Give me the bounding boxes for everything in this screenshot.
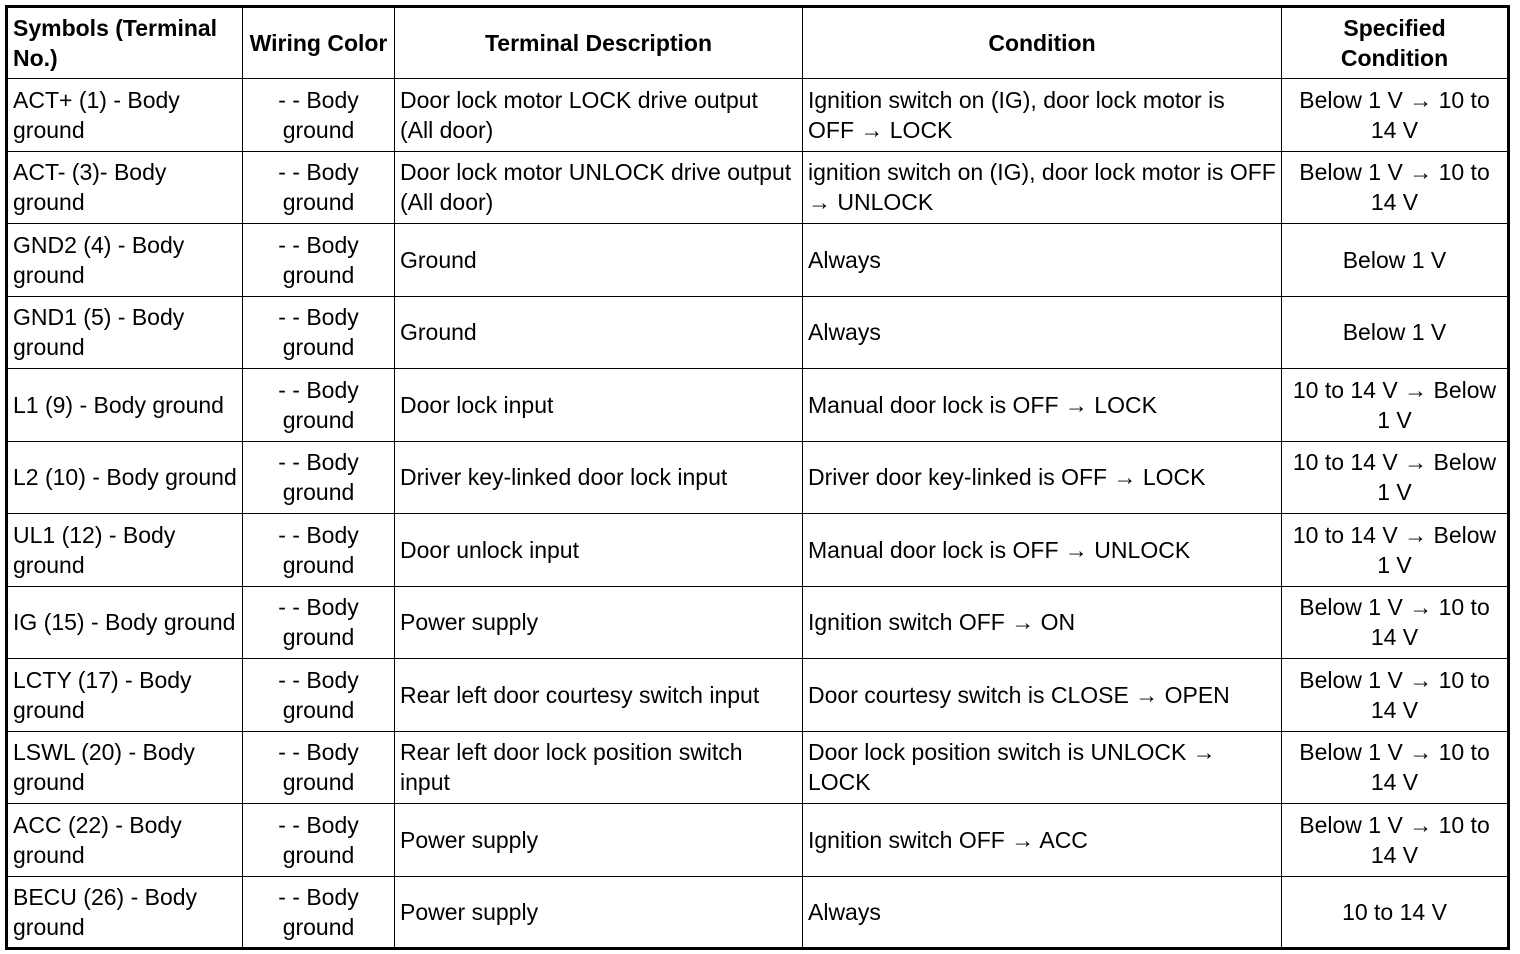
specified-condition-cell: Below 1 V → 10 to 14 V bbox=[1282, 659, 1509, 732]
condition-cell: Door lock position switch is UNLOCK → LOCK bbox=[803, 731, 1282, 804]
symbol-cell: ACC (22) - Body ground bbox=[7, 804, 243, 877]
table-row bbox=[7, 441, 1509, 514]
symbol-cell: GND1 (5) - Body ground bbox=[7, 296, 243, 369]
wiring-color-cell: - - Body ground bbox=[243, 151, 395, 224]
wiring-color-cell: - - Body ground bbox=[243, 514, 395, 587]
symbol-cell: L1 (9) - Body ground bbox=[7, 369, 243, 442]
terminal-description-cell: Rear left door lock position switch input bbox=[395, 731, 803, 804]
table-row bbox=[7, 586, 1509, 659]
wiring-color-cell: - - Body ground bbox=[243, 659, 395, 732]
symbol-cell: ACT+ (1) - Body ground bbox=[7, 79, 243, 152]
condition-cell: Driver door key-linked is OFF → LOCK bbox=[803, 441, 1282, 514]
condition-cell: Manual door lock is OFF → LOCK bbox=[803, 369, 1282, 442]
terminal-description-cell: Power supply bbox=[395, 804, 803, 877]
condition-cell: Always bbox=[803, 224, 1282, 297]
symbol-cell: IG (15) - Body ground bbox=[7, 586, 243, 659]
header-symbols: Symbols (Terminal No.) bbox=[7, 7, 243, 79]
table-row bbox=[7, 876, 1509, 949]
table-row bbox=[7, 224, 1509, 297]
condition-cell: Always bbox=[803, 296, 1282, 369]
specified-condition-cell: 10 to 14 V → Below 1 V bbox=[1282, 441, 1509, 514]
wiring-color-cell: - - Body ground bbox=[243, 731, 395, 804]
condition-cell: Manual door lock is OFF → UNLOCK bbox=[803, 514, 1282, 587]
specified-condition-cell: Below 1 V bbox=[1282, 296, 1509, 369]
wiring-color-cell: - - Body ground bbox=[243, 79, 395, 152]
header-row bbox=[7, 7, 1509, 79]
wiring-color-cell: - - Body ground bbox=[243, 441, 395, 514]
symbol-cell: LCTY (17) - Body ground bbox=[7, 659, 243, 732]
terminal-description-cell: Door lock input bbox=[395, 369, 803, 442]
terminal-description-cell: Power supply bbox=[395, 876, 803, 949]
header-condition: Condition bbox=[803, 7, 1282, 79]
terminal-description-cell: Door lock motor UNLOCK drive output (All door) bbox=[395, 151, 803, 224]
wiring-color-cell: - - Body ground bbox=[243, 804, 395, 877]
condition-cell: Ignition switch on (IG), door lock motor is OFF → LOCK bbox=[803, 79, 1282, 152]
symbol-cell: LSWL (20) - Body ground bbox=[7, 731, 243, 804]
table-row bbox=[7, 731, 1509, 804]
condition-cell: Door courtesy switch is CLOSE → OPEN bbox=[803, 659, 1282, 732]
wiring-color-cell: - - Body ground bbox=[243, 586, 395, 659]
table-row bbox=[7, 659, 1509, 732]
symbol-cell: L2 (10) - Body ground bbox=[7, 441, 243, 514]
specified-condition-cell: 10 to 14 V → Below 1 V bbox=[1282, 369, 1509, 442]
symbol-cell: BECU (26) - Body ground bbox=[7, 876, 243, 949]
table-row bbox=[7, 296, 1509, 369]
terminal-spec-table bbox=[5, 5, 1510, 950]
condition-cell: ignition switch on (IG), door lock motor is OFF → UNLOCK bbox=[803, 151, 1282, 224]
table-body bbox=[7, 79, 1509, 949]
terminal-description-cell: Door lock motor LOCK drive output (All door) bbox=[395, 79, 803, 152]
specified-condition-cell: Below 1 V → 10 to 14 V bbox=[1282, 79, 1509, 152]
symbol-cell: UL1 (12) - Body ground bbox=[7, 514, 243, 587]
wiring-color-cell: - - Body ground bbox=[243, 876, 395, 949]
wiring-color-cell: - - Body ground bbox=[243, 296, 395, 369]
wiring-color-cell: - - Body ground bbox=[243, 369, 395, 442]
specified-condition-cell: Below 1 V → 10 to 14 V bbox=[1282, 151, 1509, 224]
table-row bbox=[7, 369, 1509, 442]
specified-condition-cell: Below 1 V → 10 to 14 V bbox=[1282, 731, 1509, 804]
specified-condition-cell: 10 to 14 V bbox=[1282, 876, 1509, 949]
specified-condition-cell: Below 1 V bbox=[1282, 224, 1509, 297]
specified-condition-cell: 10 to 14 V → Below 1 V bbox=[1282, 514, 1509, 587]
condition-cell: Ignition switch OFF → ACC bbox=[803, 804, 1282, 877]
terminal-description-cell: Power supply bbox=[395, 586, 803, 659]
terminal-description-cell: Driver key-linked door lock input bbox=[395, 441, 803, 514]
symbol-cell: GND2 (4) - Body ground bbox=[7, 224, 243, 297]
terminal-description-cell: Ground bbox=[395, 224, 803, 297]
specified-condition-cell: Below 1 V → 10 to 14 V bbox=[1282, 586, 1509, 659]
table-row bbox=[7, 79, 1509, 152]
terminal-description-cell: Door unlock input bbox=[395, 514, 803, 587]
specified-condition-cell: Below 1 V → 10 to 14 V bbox=[1282, 804, 1509, 877]
symbol-cell: ACT- (3)- Body ground bbox=[7, 151, 243, 224]
condition-cell: Always bbox=[803, 876, 1282, 949]
header-terminal-description: Terminal Description bbox=[395, 7, 803, 79]
header-specified-condition: Specified Condition bbox=[1282, 7, 1509, 79]
terminal-description-cell: Rear left door courtesy switch input bbox=[395, 659, 803, 732]
table-row bbox=[7, 151, 1509, 224]
terminal-description-cell: Ground bbox=[395, 296, 803, 369]
header-wiring-color: Wiring Color bbox=[243, 7, 395, 79]
condition-cell: Ignition switch OFF → ON bbox=[803, 586, 1282, 659]
wiring-color-cell: - - Body ground bbox=[243, 224, 395, 297]
table-row bbox=[7, 804, 1509, 877]
table-row bbox=[7, 514, 1509, 587]
